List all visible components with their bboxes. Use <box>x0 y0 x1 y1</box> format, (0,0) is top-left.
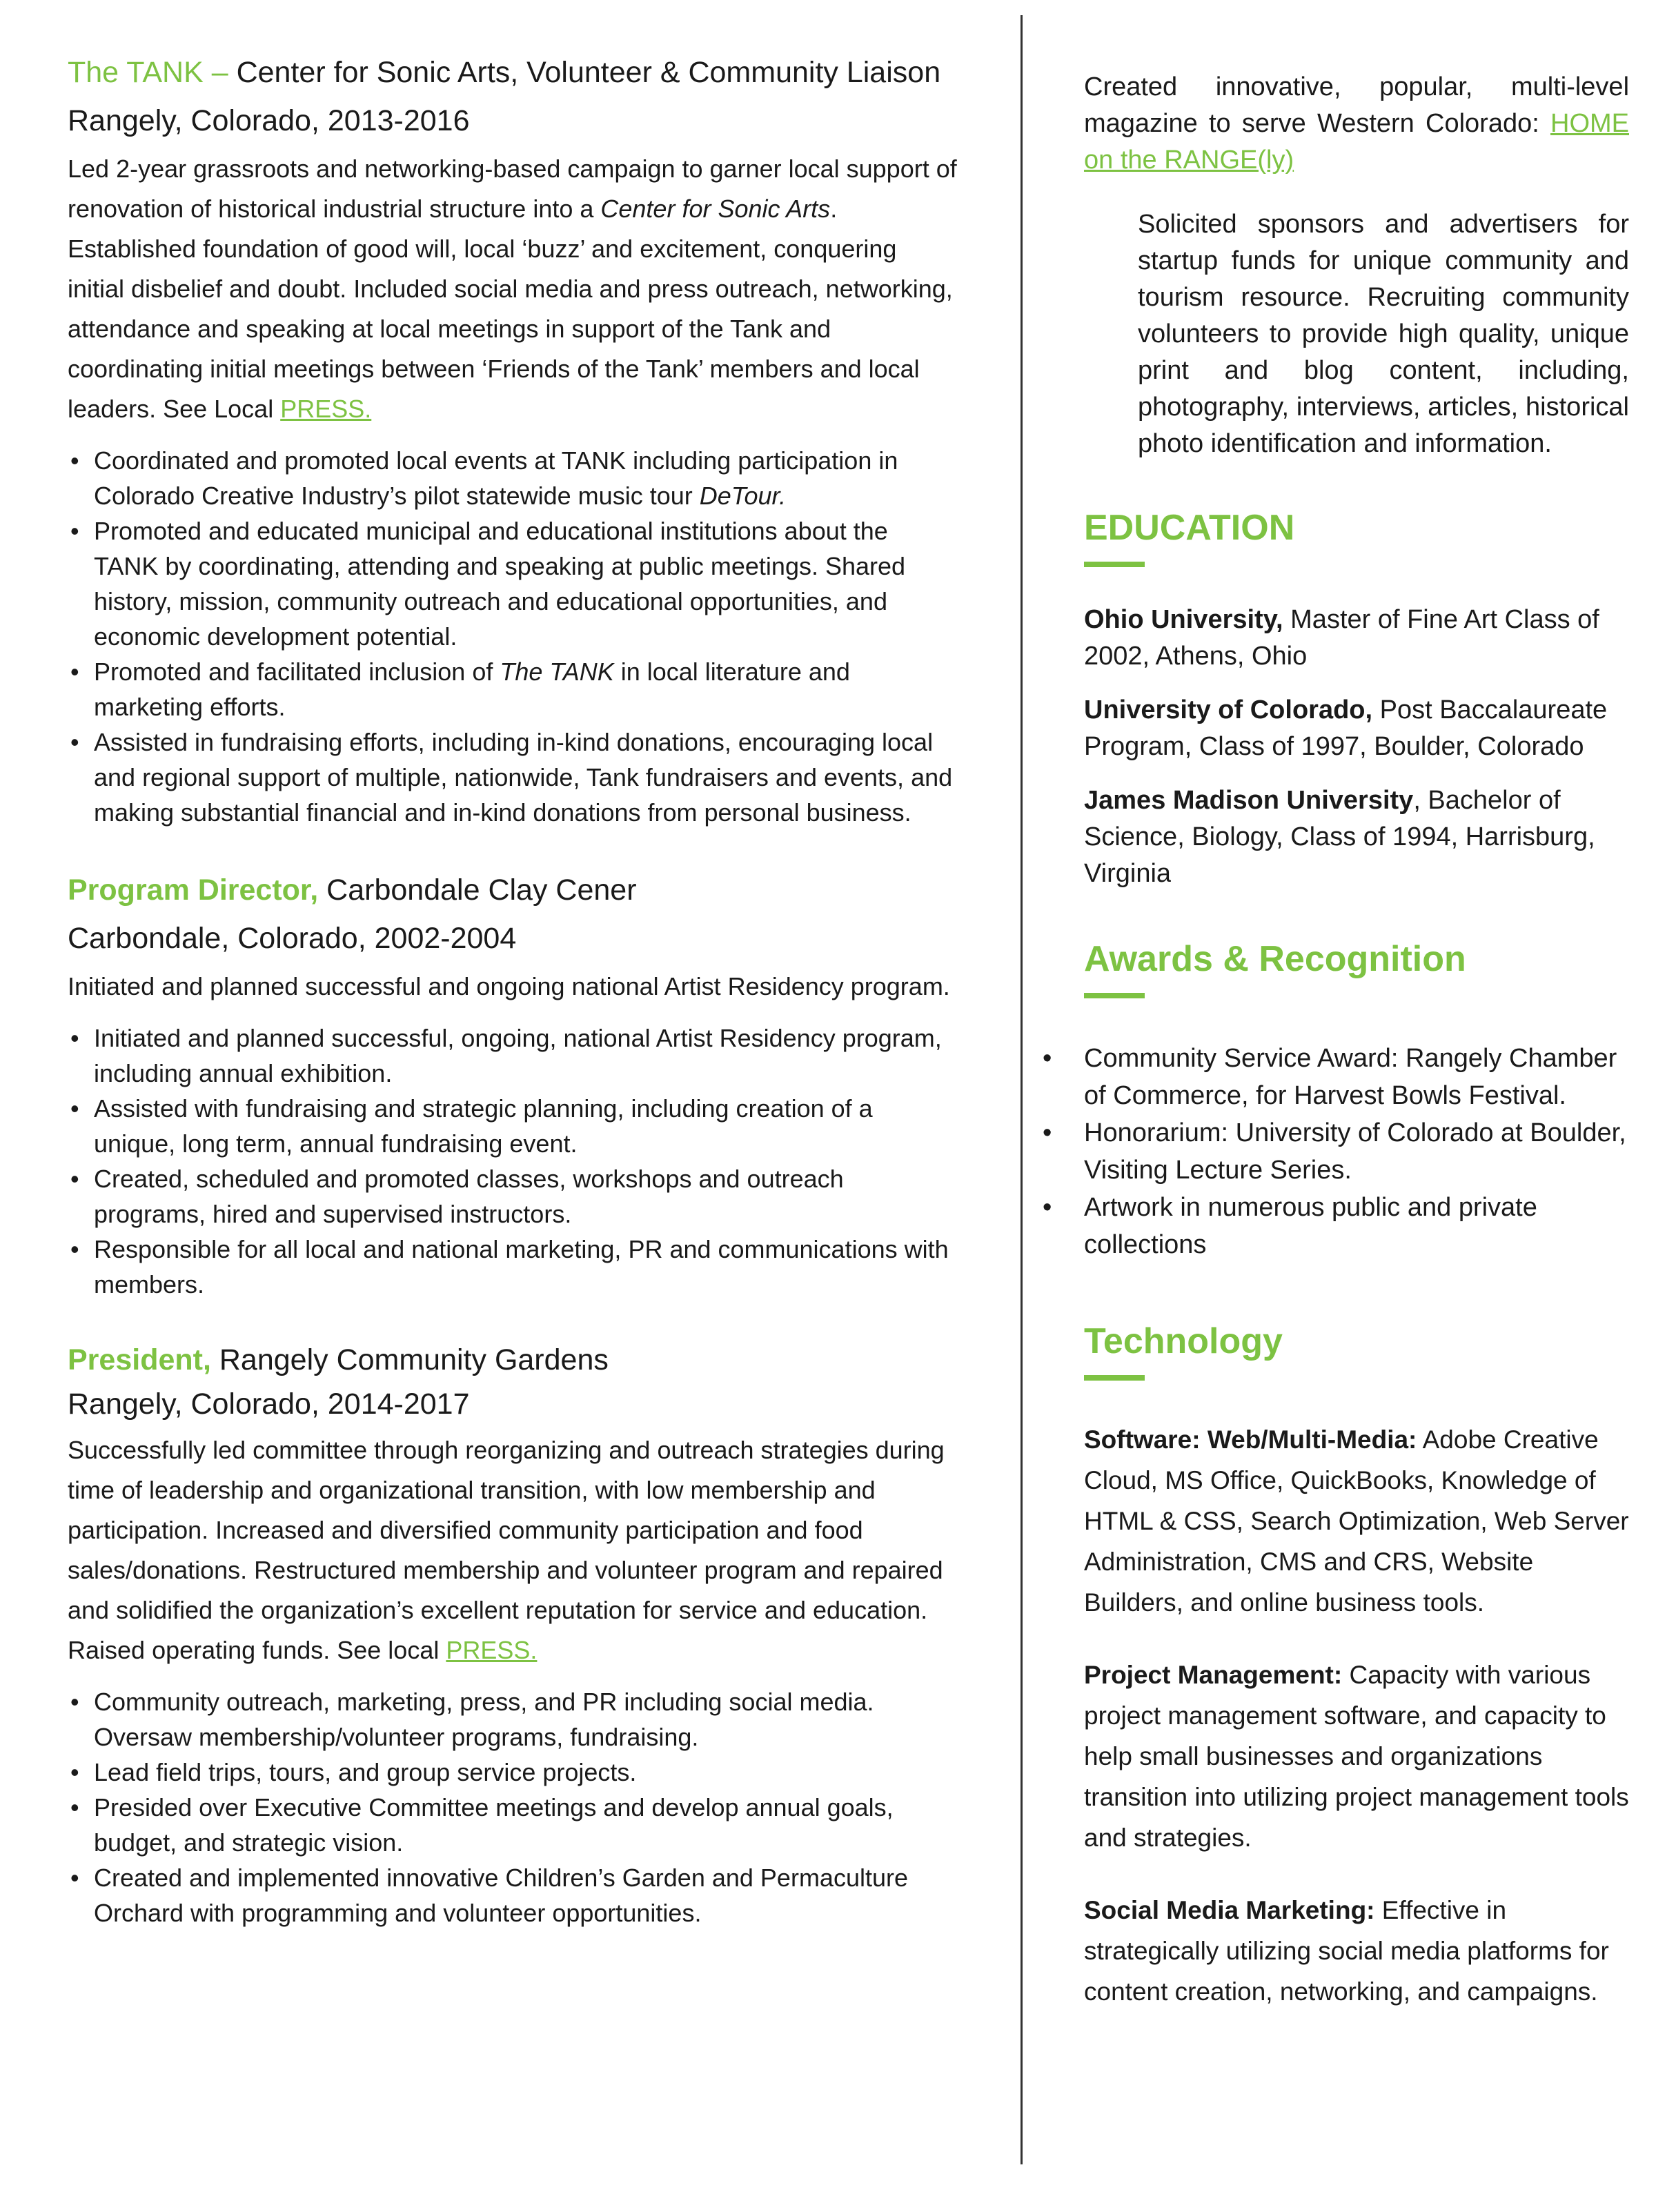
job-heading <box>68 1338 958 1382</box>
job-description <box>68 1430 958 1670</box>
technology-section <box>1084 1317 1629 2012</box>
list-item <box>1084 1114 1629 1189</box>
job-location: Rangely, Colorado, 2014-2017 <box>68 1388 470 1421</box>
text: community <box>1485 283 1629 312</box>
job-heading <box>68 866 958 914</box>
section-title: EDUCATION <box>1084 508 1295 548</box>
tech-label: Software: Web/Multi-Media: <box>1084 1425 1417 1454</box>
job-description: Initiated and planned successful and ongoing national Artist Residency program. <box>68 972 950 1000</box>
desc-text: . Established foundation of good will, local ‘buzz’ and excitement, conquering initial disbelief and doubt. Included social media and press outreach, networking, attendance and speaking at local meetings in support of the Tank and coordinating initial meetings between ‘Friends of the Tank’ members and local leaders. See Local <box>68 195 953 423</box>
tech-entry <box>1084 1890 1629 2012</box>
list-item: • Lead field trips, tours, and group service projects. <box>68 1755 958 1790</box>
list-item: • Created, scheduled and promoted classes, workshops and outreach programs, hired and supervised instructors. <box>68 1161 958 1232</box>
job-location: Carbondale, Colorado, 2002-2004 <box>68 922 517 955</box>
tech-text: Effective in strategically utilizing social media platforms for content creation, networking, and campaigns. <box>1084 1896 1609 2006</box>
degree-detail: Post Baccalaureate Program, Class of 1997, Boulder, Colorado <box>1084 695 1608 761</box>
list-item <box>68 443 958 513</box>
degree-detail: , Bachelor of Science, Biology, Class of 1994, Harrisburg, Virginia <box>1084 786 1595 888</box>
left-column <box>68 48 958 1930</box>
magazine-link[interactable]: HOME on the RANGE(ly) <box>1084 109 1629 175</box>
text: to provide high quality, unique print and blog content, including, photography, <box>1138 319 1629 422</box>
list-item: • Promoted and educated municipal and educational institutions about the TANK by coordinating, attending and speaking at public meetings. Shared history, mission, community outreach and educational opportunities, and economic development potential. <box>68 513 958 654</box>
education-entry <box>1084 602 1629 675</box>
award-name: Visiting Lecture Series. <box>1084 1156 1352 1185</box>
emphasis-word: Solicited <box>1138 210 1237 239</box>
emphasis-word: Recruiting <box>1367 283 1486 312</box>
job-gardens <box>68 1338 958 1930</box>
text <box>1218 246 1231 275</box>
tech-label: Social Media Marketing: <box>1084 1896 1375 1924</box>
desc-italic: Center for Sonic Arts <box>600 195 831 223</box>
list-item <box>1084 1040 1629 1114</box>
list-item: • Community outreach, marketing, press, and PR including social media. Oversaw membership/volunteer programs, fundraising. <box>68 1684 958 1755</box>
awards-section <box>1084 935 1629 1263</box>
education-section <box>1084 504 1629 892</box>
section-underline <box>1084 993 1145 998</box>
job-description <box>68 149 958 429</box>
school-name: James Madison University <box>1084 786 1414 815</box>
text: , popular, <box>1333 72 1511 101</box>
list-item: • Assisted with fundraising and strategic planning, including creation of a unique, long term, annual fundraising event. <box>68 1091 958 1161</box>
desc-text: Led 2-year grassroots and networking-based campaign to garner local support of renovation of historical industrial structure into a <box>68 155 957 223</box>
job-title: The TANK – <box>68 56 228 89</box>
emphasis-word: funds <box>1231 246 1296 275</box>
text: magazine to serve Western Colorado: <box>1084 109 1550 138</box>
job-bullets <box>68 1020 958 1302</box>
text: sponsors and <box>1236 210 1450 239</box>
press-link[interactable]: PRESS. <box>280 395 372 423</box>
education-entry <box>1084 692 1629 765</box>
bullet-italic: The TANK <box>500 658 614 686</box>
award-label: Community Service Award: <box>1084 1044 1399 1073</box>
tech-label: Project Management: <box>1084 1661 1343 1689</box>
magazine-details <box>1138 206 1629 462</box>
job-org: Carbondale Clay Cener <box>318 873 637 907</box>
column-divider <box>1021 15 1023 2164</box>
emphasis-word: innovative <box>1215 72 1334 101</box>
text: for unique community and tourism resource. <box>1138 246 1629 312</box>
award-name: Harvest Bowls Festival. <box>1294 1081 1566 1110</box>
job-org: Center for Sonic Arts, Volunteer & Community Liaison <box>228 56 941 89</box>
school-name: University of Colorado, <box>1084 695 1373 724</box>
section-title: Awards & Recognition <box>1084 939 1466 979</box>
emphasis-word: interviews <box>1296 393 1413 422</box>
magazine-paragraph <box>1084 69 1629 179</box>
bullet-text: in local literature and marketing efforts. <box>94 658 850 721</box>
list-item: • Responsible for all local and national marketing, PR and communications with members. <box>68 1232 958 1302</box>
emphasis-word: startup <box>1138 246 1219 275</box>
text: for <box>1577 210 1630 239</box>
emphasis-word: advertisers <box>1449 210 1578 239</box>
job-org: Rangely Community Gardens <box>210 1343 609 1376</box>
list-item: • Created and implemented innovative Children’s Garden and Permaculture Orchard with programming and volunteer opportunities. <box>68 1860 958 1930</box>
section-underline <box>1084 1375 1145 1381</box>
tech-entry <box>1084 1655 1629 1858</box>
list-item: • Initiated and planned successful, ongoing, national Artist Residency program, including annual exhibition. <box>68 1020 958 1091</box>
award-text: University of Colorado at Boulder, <box>1228 1118 1626 1147</box>
job-heading <box>68 48 958 97</box>
emphasis-word: volunteers <box>1138 319 1259 348</box>
right-column <box>1084 69 1629 2044</box>
job-clay-center <box>68 866 958 1302</box>
desc-text: Successfully led committee through reorganizing and outreach strategies during time of leadership and organizational transition, with low membership and participation. Increased and diversified community participation and food sales/donations. Restructured membership and volunteer program and repaired and solidified the organization’s excellent reputation for service and education. Raised operating funds. See local <box>68 1436 945 1664</box>
bullet-text: Promoted and facilitated inclusion of <box>94 658 500 686</box>
job-location: Rangely, Colorado, 2013-2016 <box>68 104 470 137</box>
school-name: Ohio University, <box>1084 605 1283 634</box>
award-label: Honorarium: <box>1084 1118 1229 1147</box>
section-underline <box>1084 562 1145 567</box>
list-item: • Presided over Executive Committee meetings and develop annual goals, budget, and strategic vision. <box>68 1790 958 1860</box>
job-title: President, <box>68 1343 211 1376</box>
tech-entry <box>1084 1419 1629 1623</box>
job-tank <box>68 48 958 830</box>
awards-list <box>1084 1040 1629 1263</box>
emphasis-word: multi-level <box>1510 72 1630 101</box>
degree-detail: Master of Fine Art Class of 2002, Athens, Ohio <box>1084 605 1599 671</box>
award-text: Rangely Chamber of Commerce, for <box>1084 1044 1617 1110</box>
list-item: • Artwork in numerous public and private collections <box>1084 1189 1629 1263</box>
section-title: Technology <box>1084 1321 1283 1361</box>
emphasis-word: Created <box>1084 72 1178 101</box>
job-bullets <box>68 1684 958 1930</box>
job-bullets <box>68 443 958 830</box>
tech-text: Adobe Creative Cloud, MS Office, QuickBooks, Knowledge of HTML & CSS, Search Optimization, Web Server Administration, CMS and CRS, Website Builders, and online business tools. <box>1084 1425 1629 1617</box>
education-entry <box>1084 782 1629 892</box>
press-link[interactable]: PRESS. <box>446 1636 538 1664</box>
list-item <box>68 654 958 724</box>
bullet-italic: DeTour. <box>699 482 787 510</box>
job-title: Program Director, <box>68 873 319 907</box>
bullet-text: Coordinated and promoted local events at TANK including participation in Colorado Creative Industry’s pilot statewide music tour <box>94 446 898 510</box>
text: , articles, historical photo identification and information. <box>1138 393 1629 458</box>
list-item: • Assisted in fundraising efforts, including in-kind donations, encouraging local and regional support of multiple, nationwide, Tank fundraisers and events, and making substantial financial and in-kind donations from personal business. <box>68 724 958 830</box>
tech-text: Capacity with various project management software, and capacity to help small businesses and organizations transition into utilizing project management tools and strategies. <box>1084 1661 1629 1852</box>
